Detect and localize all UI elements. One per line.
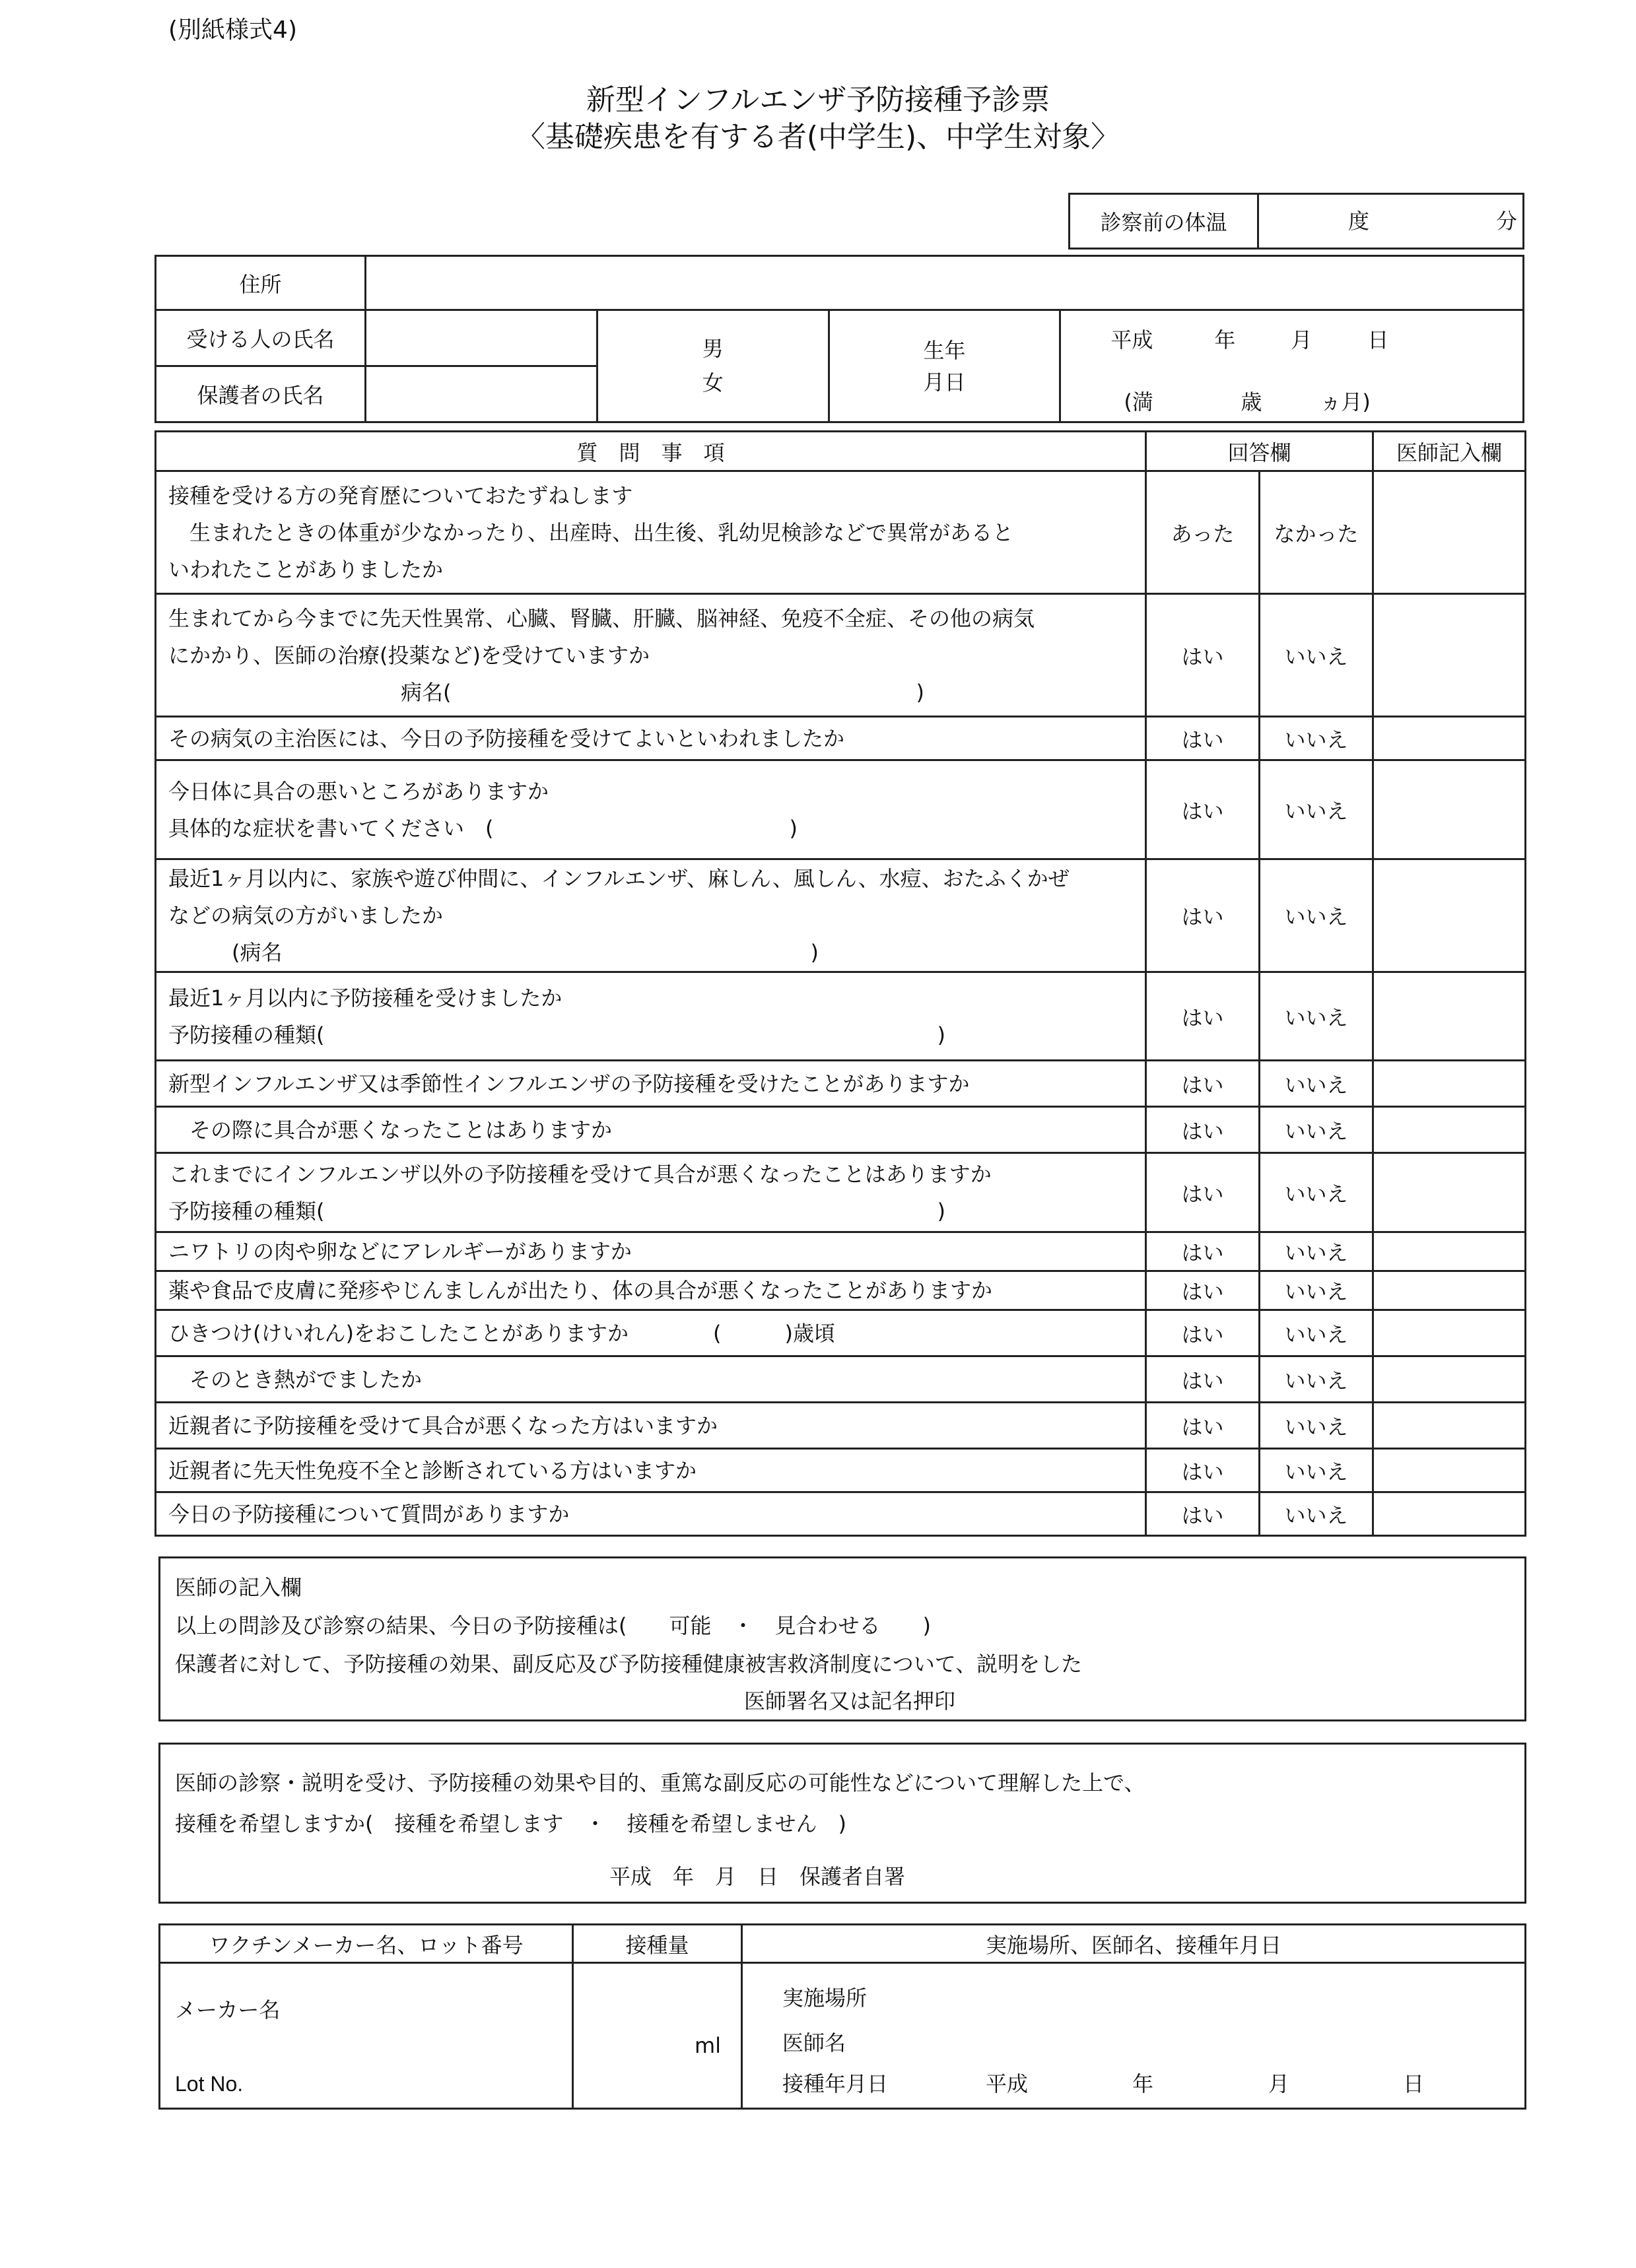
question-text (156, 1232, 1146, 1271)
answer-no[interactable]: いいえ (1260, 1356, 1373, 1403)
question-line: いわれたことがありましたか (168, 556, 444, 582)
answer-no[interactable]: いいえ (1260, 1107, 1373, 1153)
dob-era: 平成 (1110, 327, 1153, 352)
doctor-judgement[interactable]: 以上の問診及び診察の結果、今日の予防接種は( 可能 ・ 見合わせる ) (175, 1613, 931, 1638)
sex-female[interactable]: 女 (702, 370, 724, 395)
question-row (156, 1107, 1526, 1153)
answer-yes[interactable]: はい (1146, 972, 1260, 1061)
temperature-field[interactable] (1258, 194, 1524, 249)
question-row (156, 594, 1526, 717)
question-line: 予防接種の種類( ) (168, 1198, 945, 1224)
question-row (156, 717, 1526, 760)
answer-yes[interactable]: はい (1146, 859, 1260, 972)
maker-label: メーカー名 (175, 1997, 281, 2022)
doctor-note-cell[interactable] (1373, 1356, 1526, 1403)
question-line: 生まれたときの体重が少なかったり、出産時、出生後、乳幼児検診などで異常があると (168, 519, 1014, 545)
question-row (156, 972, 1526, 1061)
doctor-name-label: 医師名 (782, 2030, 846, 2055)
vaccine-table (158, 1923, 1526, 2110)
vaccine-col-dose: 接種量 (573, 1925, 742, 1963)
question-line: 近親者に先天性免疫不全と診断されている方はいますか (168, 1457, 697, 1483)
date-label: 接種年月日 (782, 2071, 889, 2096)
header-question: 質 問 事 項 (156, 432, 1146, 471)
question-text (156, 1310, 1146, 1356)
question-row (156, 859, 1526, 972)
answer-yes[interactable]: はい (1146, 1232, 1260, 1271)
question-text (156, 1061, 1146, 1107)
answer-yes[interactable]: あった (1146, 471, 1260, 594)
question-row (156, 1310, 1526, 1356)
answer-no[interactable]: いいえ (1260, 1271, 1373, 1310)
form-title: 新型インフルエンザ予防接種予診票 (586, 83, 1050, 117)
dob-year: 年 (1214, 327, 1236, 352)
question-line: 近親者に予防接種を受けて具合が悪くなった方はいますか (168, 1413, 718, 1438)
question-line: 病名( ) (168, 679, 924, 705)
dob-label-line1: 生年 (923, 337, 966, 363)
person-table (154, 255, 1524, 423)
question-row (156, 1061, 1526, 1107)
consent-choice[interactable]: 接種を希望しますか( 接種を希望します ・ 接種を希望しません ) (175, 1811, 846, 1836)
answer-yes[interactable]: はい (1146, 1271, 1260, 1310)
answer-no[interactable]: いいえ (1260, 1492, 1373, 1536)
question-line: 生まれてから今までに先天性異常、心臓、腎臓、肝臓、脳神経、免疫不全症、その他の病気 (168, 605, 1035, 631)
doctor-note-cell[interactable] (1373, 1492, 1526, 1536)
lot-label: Lot No. (175, 2072, 244, 2096)
guardian-label: 保護者の氏名 (156, 366, 366, 422)
doctor-note-cell[interactable] (1373, 1310, 1526, 1356)
guardian-signature-date[interactable]: 平成 年 月 日 保護者自署 (609, 1864, 906, 1889)
question-line: これまでにインフルエンザ以外の予防接種を受けて具合が悪くなったことはありますか (168, 1161, 992, 1187)
dob-day: 日 (1367, 327, 1389, 352)
question-text (156, 471, 1146, 594)
question-text (156, 1403, 1146, 1449)
question-line: 最近1ヶ月以内に、家族や遊び仲間に、インフルエンザ、麻しん、風しん、水痘、おたふくかぜ (168, 866, 1070, 891)
address-label: 住所 (156, 256, 366, 310)
consent-box (158, 1743, 1526, 1904)
doctor-note-cell[interactable] (1373, 717, 1526, 760)
answer-no[interactable]: いいえ (1260, 1153, 1373, 1232)
question-text (156, 1153, 1146, 1232)
questions-table (154, 430, 1526, 1537)
dob-label-line2: 月日 (923, 369, 966, 395)
question-text (156, 1356, 1146, 1403)
question-line: ニワトリの肉や卵などにアレルギーがありますか (168, 1239, 632, 1264)
answer-no[interactable]: いいえ (1260, 1310, 1373, 1356)
doctor-note-cell[interactable] (1373, 859, 1526, 972)
question-line: 具体的な症状を書いてください ( ) (168, 815, 798, 841)
doctor-note-cell[interactable] (1373, 1061, 1526, 1107)
answer-no[interactable]: いいえ (1260, 1232, 1373, 1271)
doctor-note-cell[interactable] (1373, 1271, 1526, 1310)
question-line: (病名 ) (168, 940, 819, 965)
answer-no[interactable]: いいえ (1260, 594, 1373, 717)
answer-yes[interactable]: はい (1146, 1492, 1260, 1536)
form-code: (別紙様式4) (168, 17, 297, 44)
answer-yes[interactable]: はい (1146, 594, 1260, 717)
answer-no[interactable]: いいえ (1260, 1061, 1373, 1107)
question-text (156, 972, 1146, 1061)
answer-yes[interactable]: はい (1146, 1449, 1260, 1492)
temperature-minute: 分 (1495, 209, 1517, 234)
answer-no[interactable]: いいえ (1260, 859, 1373, 972)
age-open: (満 (1124, 389, 1153, 415)
answer-yes[interactable]: はい (1146, 1356, 1260, 1403)
question-line: 予防接種の種類( ) (168, 1022, 945, 1048)
question-line: その際に具合が悪くなったことはありますか (168, 1117, 613, 1143)
name-field[interactable] (366, 310, 597, 366)
doctor-note-cell[interactable] (1373, 1153, 1526, 1232)
answer-no[interactable]: なかった (1260, 471, 1373, 594)
place-label: 実施場所 (782, 1985, 868, 2011)
answer-yes[interactable]: はい (1146, 1061, 1260, 1107)
temperature-degree: 度 (1348, 209, 1370, 234)
answer-no[interactable]: いいえ (1260, 1403, 1373, 1449)
header-answer: 回答欄 (1146, 432, 1373, 471)
dob-label (829, 310, 1060, 422)
question-row (156, 1271, 1526, 1310)
doctor-note-cell[interactable] (1373, 1107, 1526, 1153)
header-doctor: 医師記入欄 (1373, 432, 1526, 471)
question-line: その病気の主治医には、今日の予防接種を受けてよいといわれましたか (168, 725, 845, 751)
dob-field[interactable] (1060, 310, 1524, 422)
answer-no[interactable]: いいえ (1260, 1449, 1373, 1492)
question-text (156, 1492, 1146, 1536)
answer-no[interactable]: いいえ (1260, 760, 1373, 859)
form-subtitle: 〈基礎疾患を有する者(中学生)、中学生対象〉 (516, 120, 1120, 154)
temperature-label: 診察前の体温 (1070, 194, 1258, 249)
place-field[interactable] (742, 1963, 1526, 2109)
question-line: ひきつけ(けいれん)をおこしたことがありますか ( )歳頃 (168, 1320, 835, 1346)
doctor-box (158, 1556, 1526, 1721)
address-field[interactable] (366, 256, 1524, 310)
answer-yes[interactable]: はい (1146, 1153, 1260, 1232)
answer-no[interactable]: いいえ (1260, 717, 1373, 760)
maker-lot-field[interactable] (160, 1963, 573, 2109)
answer-yes[interactable]: はい (1146, 1107, 1260, 1153)
question-text (156, 1107, 1146, 1153)
doctor-note-cell[interactable] (1373, 1403, 1526, 1449)
question-line: そのとき熱がでましたか (168, 1366, 423, 1392)
question-line: 接種を受ける方の発育歴についておたずねします (168, 483, 633, 508)
date-era: 平成 (986, 2071, 1029, 2096)
sex-field[interactable] (597, 310, 829, 422)
question-text (156, 594, 1146, 717)
name-label: 受ける人の氏名 (156, 310, 366, 366)
vaccine-col-maker: ワクチンメーカー名、ロット番号 (160, 1925, 573, 1963)
question-line: などの病気の方がいましたか (168, 903, 444, 928)
question-text (156, 1271, 1146, 1310)
age-years: 歳 (1241, 389, 1262, 415)
guardian-field[interactable] (366, 366, 597, 422)
answer-yes[interactable]: はい (1146, 760, 1260, 859)
question-line: 今日の予防接種について質問がありますか (168, 1501, 570, 1527)
answer-no[interactable]: いいえ (1260, 972, 1373, 1061)
date-year: 年 (1132, 2071, 1154, 2096)
question-row (156, 1403, 1526, 1449)
temperature-table (1068, 193, 1524, 250)
question-row (156, 1356, 1526, 1403)
question-text (156, 1449, 1146, 1492)
vaccine-col-place: 実施場所、医師名、接種年月日 (742, 1925, 1526, 1963)
doctor-note-cell[interactable] (1373, 1232, 1526, 1271)
question-row (156, 1232, 1526, 1271)
question-line: 最近1ヶ月以内に予防接種を受けましたか (168, 985, 562, 1011)
question-row (156, 1492, 1526, 1536)
question-row (156, 1449, 1526, 1492)
doctor-note-cell[interactable] (1373, 1449, 1526, 1492)
doctor-note-cell[interactable] (1373, 471, 1526, 594)
dob-month: 月 (1291, 327, 1312, 352)
question-line: にかかり、医師の治療(投薬など)を受けていますか (168, 642, 650, 668)
question-row (156, 760, 1526, 859)
answer-yes[interactable]: はい (1146, 1403, 1260, 1449)
question-text (156, 760, 1146, 859)
question-line: 薬や食品で皮膚に発疹やじんましんが出たり、体の具合が悪くなったことがありますか (168, 1278, 993, 1303)
answer-yes[interactable]: はい (1146, 717, 1260, 760)
dose-unit: ml (694, 2033, 721, 2058)
dose-field[interactable] (573, 1963, 742, 2109)
age-months: ヵ月) (1320, 389, 1371, 415)
date-month: 月 (1268, 2071, 1290, 2096)
question-row (156, 1153, 1526, 1232)
question-text (156, 717, 1146, 760)
question-line: 新型インフルエンザ又は季節性インフルエンザの予防接種を受けたことがありますか (168, 1071, 970, 1096)
doctor-note-cell[interactable] (1373, 594, 1526, 717)
doctor-box-title: 医師の記入欄 (175, 1575, 302, 1600)
doctor-signature-label[interactable]: 医師署名又は記名押印 (744, 1688, 956, 1714)
answer-yes[interactable]: はい (1146, 1310, 1260, 1356)
question-line: 今日体に具合の悪いところがありますか (168, 778, 549, 804)
sex-male[interactable]: 男 (702, 336, 724, 362)
date-day: 日 (1403, 2071, 1425, 2096)
question-text (156, 859, 1146, 972)
doctor-explanation: 保護者に対して、予防接種の効果、副反応及び予防接種健康被害救済制度について、説明をした (175, 1651, 1083, 1677)
doctor-note-cell[interactable] (1373, 972, 1526, 1061)
question-row (156, 471, 1526, 594)
doctor-note-cell[interactable] (1373, 760, 1526, 859)
consent-text: 医師の診察・説明を受け、予防接種の効果や目的、重篤な副反応の可能性などについて理解した上で、 (175, 1770, 1145, 1795)
